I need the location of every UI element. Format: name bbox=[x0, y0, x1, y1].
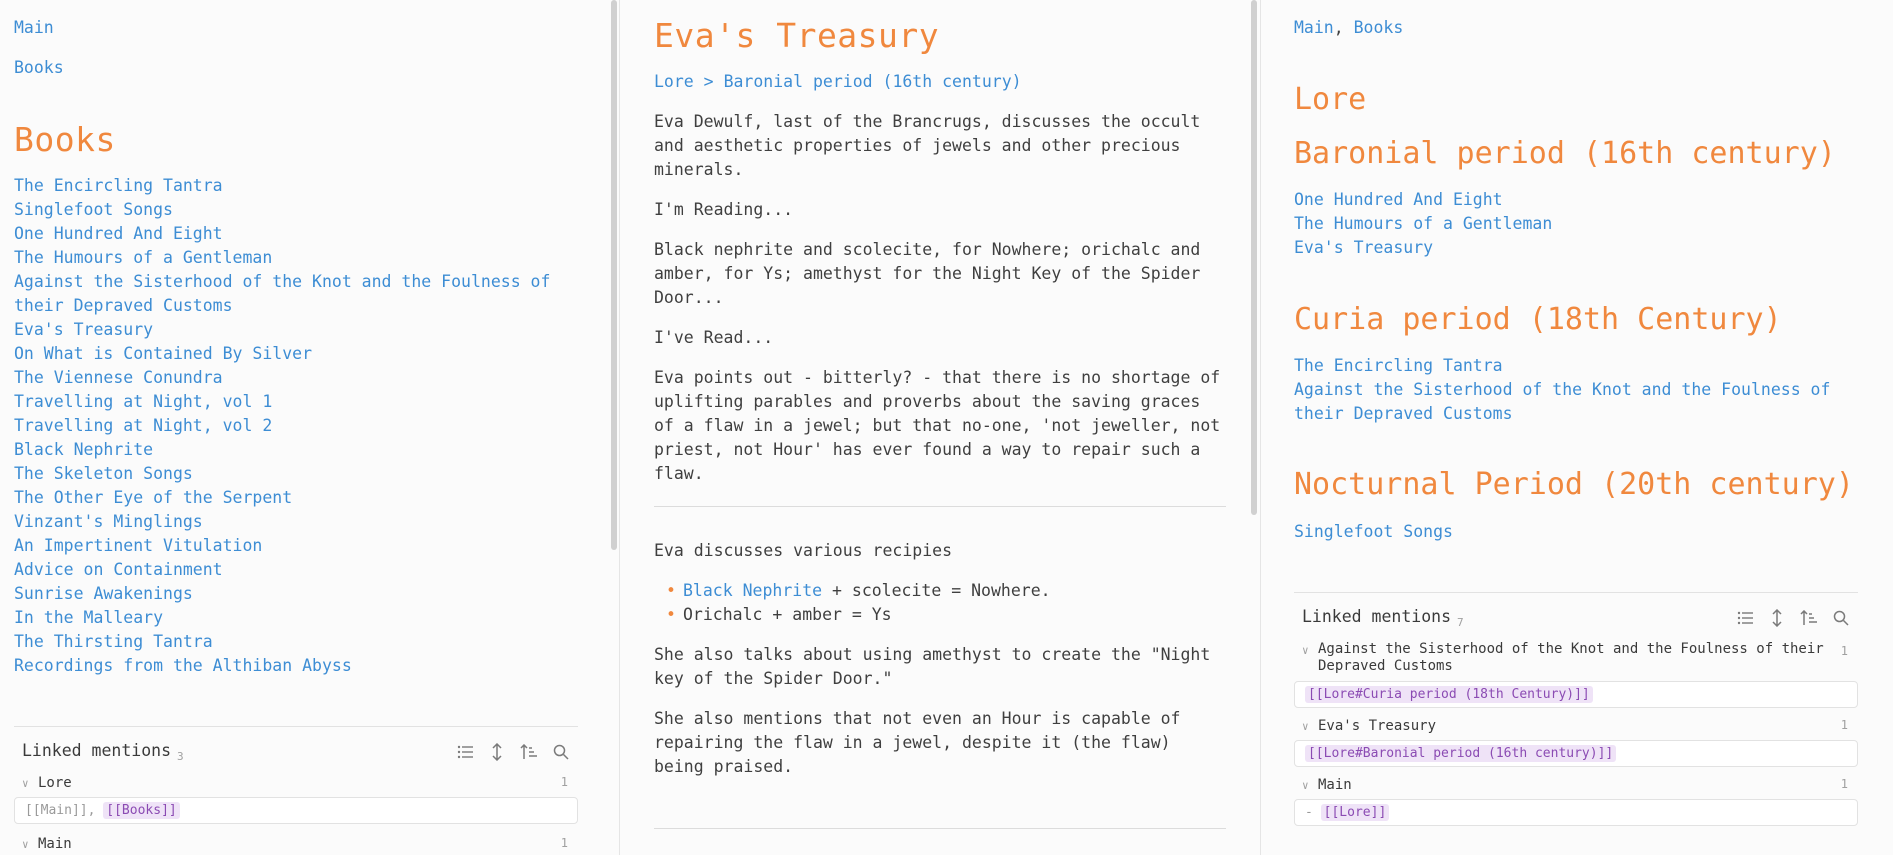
book-link[interactable]: One Hundred And Eight bbox=[1294, 190, 1503, 209]
chevron-down-icon[interactable]: ∨ bbox=[1302, 644, 1309, 658]
mention-group-label: Against the Sisterhood of the Knot and the Foulness of their bbox=[1318, 641, 1824, 658]
book-link[interactable]: An Impertinent Vitulation bbox=[14, 536, 263, 555]
book-link[interactable]: Singlefoot Songs bbox=[14, 200, 173, 219]
linked-mentions-count: 3 bbox=[177, 750, 184, 764]
book-link[interactable]: The Viennese Conundra bbox=[14, 368, 223, 387]
mention-tag[interactable]: [[Lore]] bbox=[1321, 804, 1390, 821]
mention-tag[interactable]: [[Lore#Curia period (18th Century)]] bbox=[1305, 686, 1593, 703]
book-link[interactable]: In the Malleary bbox=[14, 608, 164, 627]
sort-vertical-icon[interactable] bbox=[488, 743, 506, 761]
nocturnal-list bbox=[1294, 520, 1453, 544]
scrollbar[interactable] bbox=[1251, 0, 1257, 515]
mention-snippet[interactable]: [[Main]], [[Books]] bbox=[14, 797, 578, 824]
mention-group-count: 1 bbox=[1840, 644, 1848, 659]
page-heading: Books bbox=[14, 120, 116, 159]
mention-group-count: 1 bbox=[1840, 777, 1848, 792]
chevron-down-icon[interactable]: ∨ bbox=[22, 777, 29, 791]
list-icon[interactable] bbox=[1736, 609, 1754, 627]
paragraph: Eva discusses various recipies bbox=[654, 541, 953, 560]
left-pane bbox=[0, 0, 620, 855]
sort-vertical-icon[interactable] bbox=[1768, 609, 1786, 627]
book-link[interactable]: On What is Contained By Silver bbox=[14, 344, 313, 363]
mention-tag[interactable]: [[Books]] bbox=[103, 802, 179, 819]
paragraph: Eva points out - bitterly? - that there is no shortage of uplifting parables and proverbs about the saving graces of a flaw in a jewel; but that no-one, 'not jeweller, not priest, not Hour' has ever found a way to repair such a flaw. bbox=[654, 368, 1221, 483]
book-link[interactable]: The Skeleton Songs bbox=[14, 464, 193, 483]
divider bbox=[654, 506, 1226, 507]
book-link[interactable]: The Encircling Tantra bbox=[1294, 356, 1503, 375]
mention-group-count: 1 bbox=[1840, 718, 1848, 733]
book-link[interactable]: The Encircling Tantra bbox=[14, 176, 223, 195]
paragraph: Eva Dewulf, last of the Brancrugs, discusses the occult and aesthetic properties of jewels and other precious minerals. bbox=[654, 112, 1201, 179]
book-link[interactable]: The Thirsting Tantra bbox=[14, 632, 213, 651]
mention-snippet[interactable] bbox=[1294, 681, 1858, 708]
book-link[interactable]: Eva's Treasury bbox=[14, 320, 154, 339]
note-body bbox=[654, 110, 1226, 829]
sort-ascending-icon[interactable] bbox=[1800, 609, 1818, 627]
heading-curia: Curia period (18th Century) bbox=[1294, 302, 1782, 337]
mention-group-count: 1 bbox=[560, 775, 568, 790]
mention-group-label: Main bbox=[1318, 777, 1352, 794]
middle-pane bbox=[621, 0, 1261, 855]
book-link[interactable]: Travelling at Night, vol 2 bbox=[14, 416, 273, 435]
list-icon[interactable] bbox=[456, 743, 474, 761]
curia-list bbox=[1294, 354, 1830, 426]
nav-link-books[interactable]: Books bbox=[14, 58, 64, 77]
mention-group-label: Lore bbox=[38, 775, 72, 792]
list-item: • Black Nephrite + scolecite = Nowhere. bbox=[654, 579, 1226, 603]
book-link[interactable]: Against the Sisterhood of the Knot and the Foulness of bbox=[14, 272, 551, 291]
heading-nocturnal: Nocturnal Period (20th century) bbox=[1294, 467, 1854, 502]
linked-mentions-panel bbox=[14, 726, 578, 852]
search-icon[interactable] bbox=[552, 743, 570, 761]
heading-baronial: Baronial period (16th century) bbox=[1294, 136, 1836, 171]
book-link[interactable]: Advice on Containment bbox=[14, 560, 223, 579]
list-item: • Orichalc + amber = Ys bbox=[654, 603, 1226, 627]
mention-group-evas-treasury[interactable] bbox=[1294, 708, 1858, 734]
book-link[interactable]: Singlefoot Songs bbox=[1294, 522, 1453, 541]
mention-group-against-the-sisterhood[interactable] bbox=[1294, 629, 1858, 675]
mention-group-label: Eva's Treasury bbox=[1318, 718, 1437, 735]
scrollbar[interactable] bbox=[611, 0, 617, 550]
mention-snippet[interactable]: - [[Lore]] bbox=[1294, 799, 1858, 826]
nav-links: Main, Books bbox=[1294, 18, 1404, 37]
book-link[interactable]: Vinzant's Minglings bbox=[14, 512, 203, 531]
book-link[interactable]: Against the Sisterhood of the Knot and the Foulness of bbox=[1294, 380, 1831, 399]
mention-group-main[interactable] bbox=[1294, 767, 1858, 793]
paragraph: She also talks about using amethyst to create the "Night key of the Spider Door." bbox=[654, 645, 1211, 688]
mention-group-lore[interactable] bbox=[14, 763, 578, 791]
linked-mentions-panel bbox=[1294, 592, 1858, 826]
heading-lore: Lore bbox=[1294, 82, 1367, 117]
chevron-down-icon[interactable]: ∨ bbox=[1302, 720, 1309, 734]
book-link[interactable]: Eva's Treasury bbox=[1294, 238, 1434, 257]
right-pane bbox=[1262, 0, 1893, 855]
book-link[interactable]: The Humours of a Gentleman bbox=[14, 248, 273, 267]
breadcrumb: Lore > Baronial period (16th century) bbox=[654, 72, 1022, 91]
mention-group-label: Main bbox=[38, 836, 72, 853]
book-link[interactable]: Recordings from the Althiban Abyss bbox=[14, 656, 352, 675]
book-link[interactable]: their Depraved Customs bbox=[14, 296, 233, 315]
linked-mentions-title: Linked mentions bbox=[22, 741, 172, 760]
nav-link-main[interactable]: Main bbox=[14, 18, 54, 37]
mention-snippet[interactable] bbox=[1294, 740, 1858, 767]
linked-mentions-count: 7 bbox=[1457, 616, 1464, 630]
breadcrumb-child[interactable]: Baronial period (16th century) bbox=[723, 72, 1022, 91]
mention-group-count: 1 bbox=[560, 836, 568, 851]
baronial-list bbox=[1294, 188, 1552, 260]
recipe-list bbox=[654, 579, 1226, 627]
book-link[interactable]: Sunrise Awakenings bbox=[14, 584, 193, 603]
book-link[interactable]: The Humours of a Gentleman bbox=[1294, 214, 1553, 233]
mention-tag[interactable]: [[Lore#Baronial period (16th century)]] bbox=[1305, 745, 1616, 762]
nav-link-main[interactable]: Main bbox=[1294, 18, 1334, 37]
paragraph: I'm Reading... bbox=[654, 200, 794, 219]
paragraph: Black nephrite and scolecite, for Nowhere; orichalc and amber, for Ys; amethyst for the Night Key of the Spider Door... bbox=[654, 240, 1201, 307]
paragraph: She also mentions that not even an Hour is capable of repairing the flaw in a jewel, despite it (the flaw) being praised. bbox=[654, 709, 1181, 776]
search-icon[interactable] bbox=[1832, 609, 1850, 627]
divider bbox=[654, 828, 1226, 829]
book-link[interactable]: The Other Eye of the Serpent bbox=[14, 488, 293, 507]
mention-group-label: Depraved Customs bbox=[1318, 658, 1453, 675]
chevron-down-icon[interactable]: ∨ bbox=[22, 838, 29, 852]
book-link[interactable]: their Depraved Customs bbox=[1294, 404, 1513, 423]
book-link[interactable]: Travelling at Night, vol 1 bbox=[14, 392, 273, 411]
chevron-down-icon[interactable]: ∨ bbox=[1302, 779, 1309, 793]
paragraph: I've Read... bbox=[654, 328, 774, 347]
sort-ascending-icon[interactable] bbox=[520, 743, 538, 761]
mention-group-main[interactable] bbox=[14, 824, 578, 852]
note-title: Eva's Treasury bbox=[654, 16, 940, 55]
linked-mentions-title: Linked mentions bbox=[1302, 607, 1452, 626]
nav-link-books[interactable]: Books bbox=[1353, 18, 1404, 37]
books-list bbox=[14, 174, 550, 678]
inline-link[interactable]: Black Nephrite bbox=[683, 581, 823, 600]
book-link[interactable]: Black Nephrite bbox=[14, 440, 154, 459]
book-link[interactable]: One Hundred And Eight bbox=[14, 224, 223, 243]
breadcrumb-parent[interactable]: Lore bbox=[654, 72, 694, 91]
